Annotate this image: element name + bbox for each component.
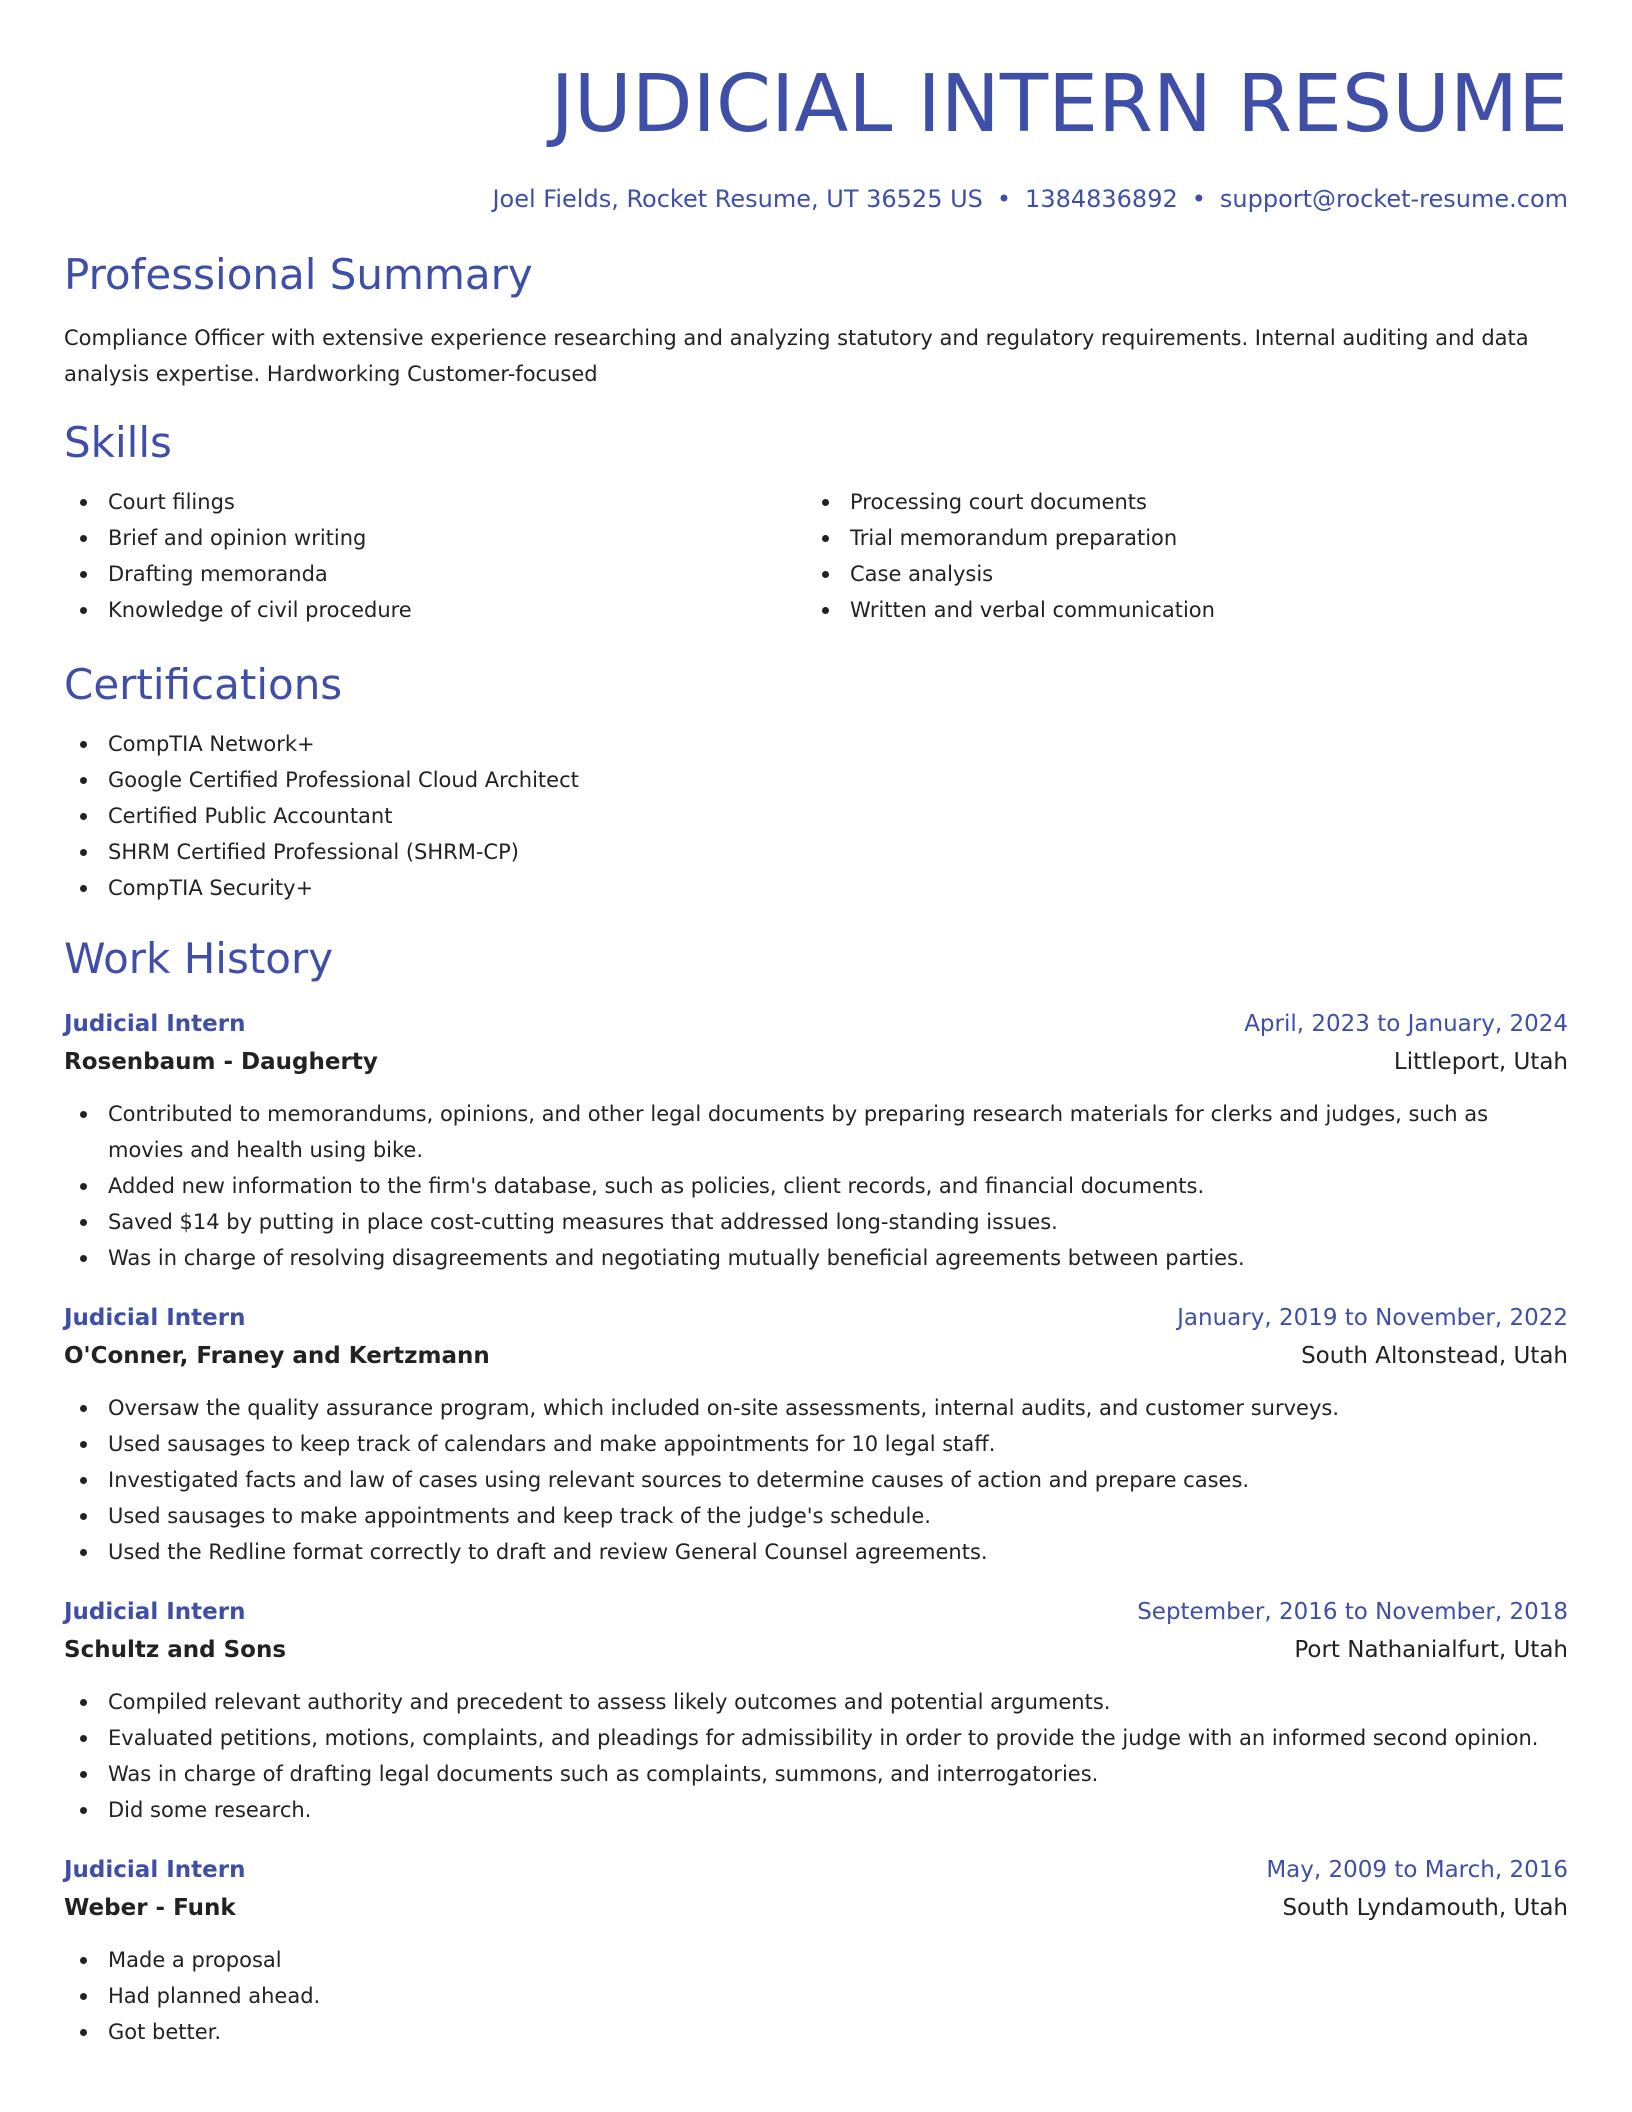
job-bullet: Used sausages to keep track of calendars and make appointments for 10 legal staff. [64, 1426, 1568, 1462]
job-dates: April, 2023 to January, 2024 [1244, 1011, 1568, 1037]
job-title: Judicial Intern [64, 1305, 246, 1331]
job-location: South Lyndamouth, Utah [1282, 1895, 1568, 1921]
job-company: O'Conner, Franey and Kertzmann [64, 1343, 490, 1369]
skill-item: Knowledge of civil procedure [64, 592, 806, 628]
job-bullet-list [64, 1684, 1568, 1828]
job-bullet: Was in charge of resolving disagreements and negotiating mutually beneficial agreements between parties. [64, 1240, 1568, 1276]
job-bullet-list [64, 1942, 1568, 2050]
summary-heading: Professional Summary [64, 250, 533, 299]
contact-address: Joel Fields, Rocket Resume, UT 36525 US [492, 185, 983, 213]
job-header-row [64, 1852, 1568, 1888]
job-dates: September, 2016 to November, 2018 [1137, 1599, 1568, 1625]
job-location: Port Nathanialfurt, Utah [1294, 1637, 1568, 1663]
job-dates: May, 2009 to March, 2016 [1266, 1857, 1568, 1883]
job-bullet: Contributed to memorandums, opinions, and other legal documents by preparing research materials for clerks and judges, such as movies and health using bike. [64, 1096, 1568, 1168]
certification-item: Google Certified Professional Cloud Architect [64, 762, 1568, 798]
job-bullet: Oversaw the quality assurance program, which included on-site assessments, internal audits, and customer surveys. [64, 1390, 1568, 1426]
job-company-row [64, 1630, 1568, 1670]
certifications-list [64, 726, 1568, 906]
contact-email[interactable]: support@rocket-resume.com [1219, 185, 1568, 213]
job-company-row [64, 1888, 1568, 1928]
work-history-list [64, 1006, 1568, 2050]
job-location: South Altonstead, Utah [1301, 1343, 1568, 1369]
skill-item: Trial memorandum preparation [806, 520, 1548, 556]
job-title: Judicial Intern [64, 1011, 246, 1037]
job-header-row [64, 1594, 1568, 1630]
job-title: Judicial Intern [64, 1857, 246, 1883]
skill-item: Court filings [64, 484, 806, 520]
contact-separator: • [1191, 185, 1206, 213]
job-bullet-list [64, 1390, 1568, 1570]
certification-item: CompTIA Network+ [64, 726, 1568, 762]
contact-line [64, 184, 1568, 214]
job-entry [64, 1006, 1568, 1276]
job-bullet: Was in charge of drafting legal documents such as complaints, summons, and interrogatories. [64, 1756, 1568, 1792]
summary-text: Compliance Officer with extensive experience researching and analyzing statutory and regulatory requirements. Internal auditing and data analysis expertise. Hardworking Customer-focused [64, 326, 1529, 386]
job-bullet: Got better. [64, 2014, 1568, 2050]
job-bullet: Saved $14 by putting in place cost-cutting measures that addressed long-standing issues. [64, 1204, 1568, 1240]
job-bullet: Added new information to the firm's database, such as policies, client records, and financial documents. [64, 1168, 1568, 1204]
skills-heading: Skills [64, 418, 172, 467]
skill-item: Case analysis [806, 556, 1548, 592]
contact-separator: • [996, 185, 1012, 213]
job-bullet: Had planned ahead. [64, 1978, 1568, 2014]
contact-phone: 1384836892 [1025, 185, 1178, 213]
page-title: JUDICIAL INTERN RESUME [550, 58, 1568, 150]
work-history-heading: Work History [64, 934, 334, 983]
job-title: Judicial Intern [64, 1599, 246, 1625]
job-bullet: Did some research. [64, 1792, 1568, 1828]
job-company-row [64, 1042, 1568, 1082]
skill-item: Drafting memoranda [64, 556, 806, 592]
certification-item: Certified Public Accountant [64, 798, 1568, 834]
job-company-row [64, 1336, 1568, 1376]
job-bullet-list [64, 1096, 1568, 1276]
job-bullet: Made a proposal [64, 1942, 1568, 1978]
skill-item: Processing court documents [806, 484, 1548, 520]
skill-item: Written and verbal communication [806, 592, 1548, 628]
job-entry [64, 1852, 1568, 2050]
job-entry [64, 1300, 1568, 1570]
job-header-row [64, 1300, 1568, 1336]
job-entry [64, 1594, 1568, 1828]
job-company: Schultz and Sons [64, 1637, 287, 1663]
job-header-row [64, 1006, 1568, 1042]
job-bullet: Evaluated petitions, motions, complaints, and pleadings for admissibility in order to provide the judge with an informed second opinion. [64, 1720, 1568, 1756]
job-bullet: Used the Redline format correctly to draft and review General Counsel agreements. [64, 1534, 1568, 1570]
skills-list-left [64, 484, 806, 628]
job-bullet: Used sausages to make appointments and keep track of the judge's schedule. [64, 1498, 1568, 1534]
job-bullet: Investigated facts and law of cases using relevant sources to determine causes of action and prepare cases. [64, 1462, 1568, 1498]
job-company: Weber - Funk [64, 1895, 236, 1921]
certification-item: CompTIA Security+ [64, 870, 1568, 906]
job-company: Rosenbaum - Daugherty [64, 1049, 378, 1075]
certification-item: SHRM Certified Professional (SHRM-CP) [64, 834, 1568, 870]
skill-item: Brief and opinion writing [64, 520, 806, 556]
certifications-heading: Certifications [64, 660, 343, 709]
skills-list-right [806, 484, 1548, 628]
job-dates: January, 2019 to November, 2022 [1177, 1305, 1568, 1331]
job-bullet: Compiled relevant authority and precedent to assess likely outcomes and potential arguments. [64, 1684, 1568, 1720]
job-location: Littleport, Utah [1393, 1049, 1568, 1075]
skills-columns [64, 484, 1568, 628]
